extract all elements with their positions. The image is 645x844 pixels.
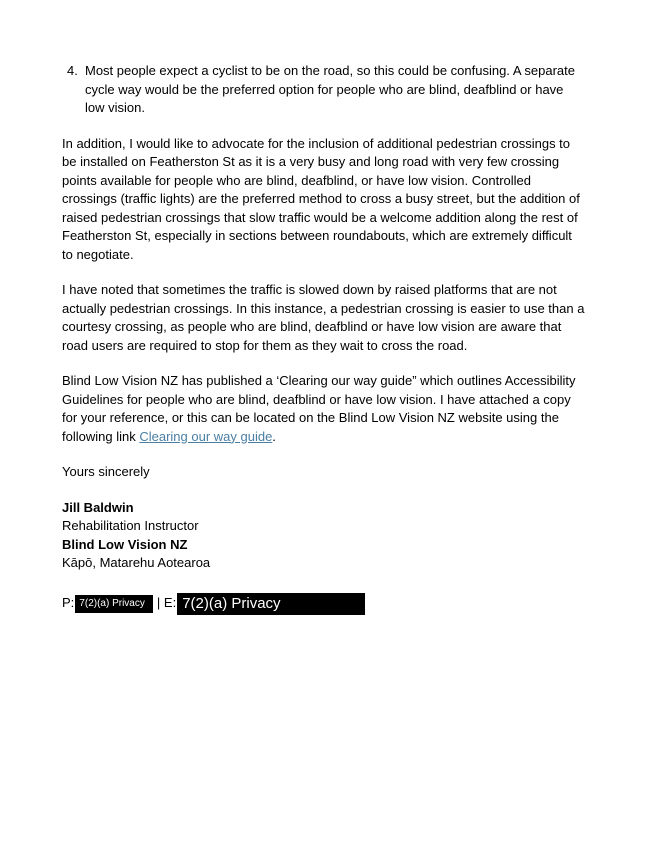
contact-separator: | E:	[153, 595, 177, 611]
clearing-our-way-guide-link[interactable]: Clearing our way guide	[139, 428, 273, 444]
list-item-number: 4.	[67, 63, 78, 78]
email-redaction-box: 7(2)(a) Privacy	[177, 593, 365, 615]
paragraph-raised-platforms: I have noted that sometimes the traffic is slowed down by raised platforms that are not actually pedestrian crossings. In this instance, a pedestrian crossing is easier to use than a courtesy crossing, as people who are blind, deafblind or have low vision are aware that road users are required to stop for them as they wait to cross the road.	[62, 282, 585, 353]
numbered-list-item-4	[62, 62, 586, 118]
signatory-title: Rehabilitation Instructor	[62, 518, 199, 533]
paragraph-guide-period: .	[272, 428, 276, 444]
letter-body	[62, 62, 586, 615]
phone-redaction-box: 7(2)(a) Privacy	[75, 595, 153, 613]
signature-block	[62, 499, 586, 573]
closing-salutation: Yours sincerely	[62, 464, 150, 479]
signatory-name: Jill Baldwin	[62, 499, 134, 515]
signatory-organization: Blind Low Vision NZ	[62, 536, 188, 552]
signatory-organization-maori: Kāpō, Matarehu Aotearoa	[62, 555, 211, 570]
paragraph-pedestrian-crossings: In addition, I would like to advocate for the inclusion of additional pedestrian crossings to be installed on Featherston St as it is a very busy and long road with very few crossing points available for people who are blind, deafblind, or have low vision. Controlled crossings (traffic lights) are the preferred method to cross a busy street, but the addition of raised pedestrian crossings that slow traffic would be a welcome addition along the rest of Featherston St, especially in sections between roundabouts, which are extremely difficult to negotiate.	[62, 135, 580, 262]
paragraph-guide-text: Blind Low Vision NZ has published a ‘Clearing our way guide” which outlines Accessibility Guidelines for people who are blind, deafblind or have low vision. I have attached a copy for your reference, or this can be located on the Blind Low Vision NZ website using the following link	[62, 373, 576, 444]
paragraph-clearing-our-way-guide	[62, 372, 586, 446]
phone-label: P:	[62, 595, 75, 611]
contact-line	[62, 593, 586, 615]
list-item-text: Most people expect a cyclist to be on the road, so this could be confusing. A separate cycle way would be the preferred option for people who are blind, deafblind or have low vision.	[85, 63, 575, 115]
